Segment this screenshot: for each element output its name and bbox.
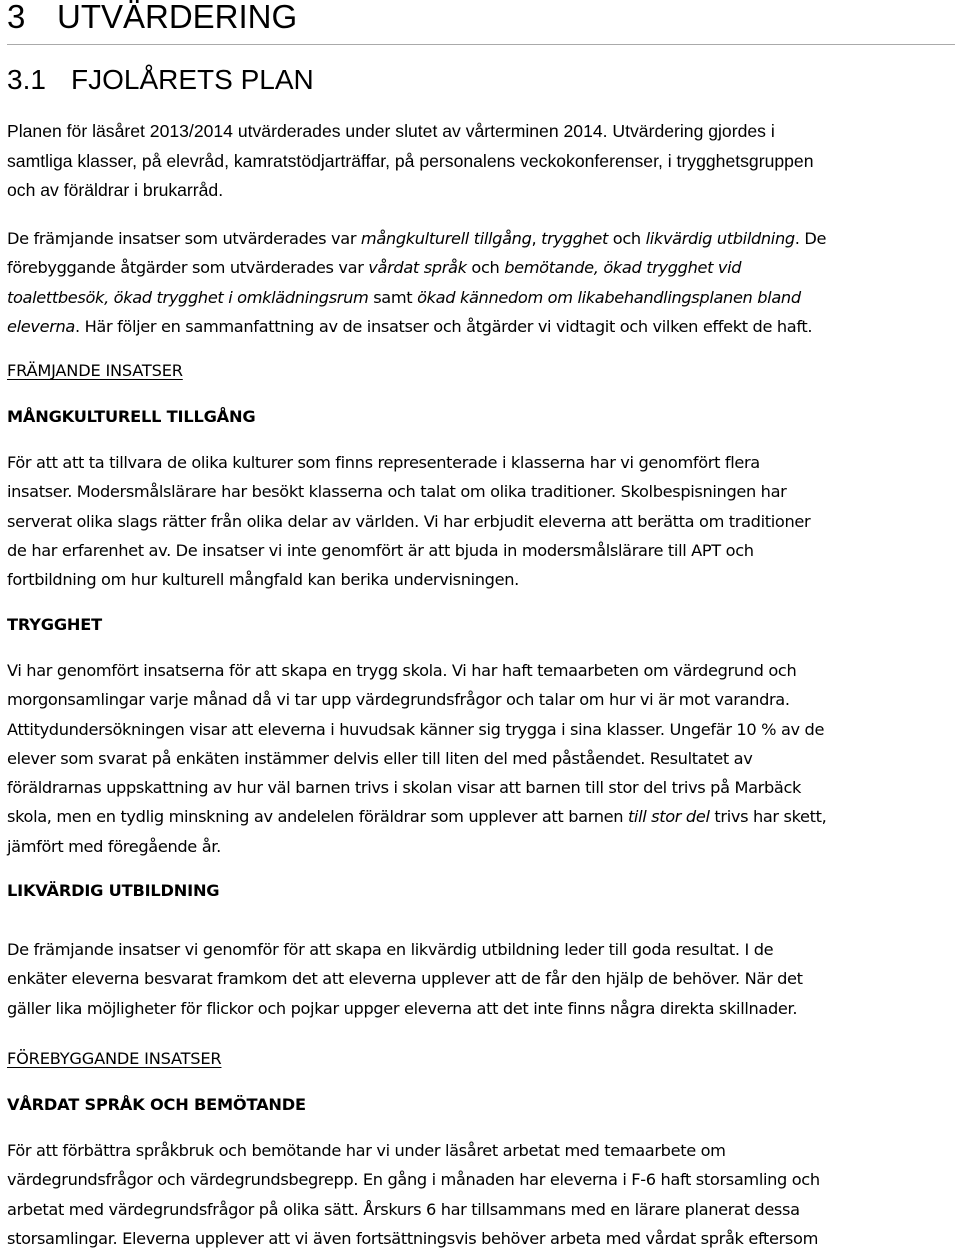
summary-italic: eleverna: [7, 316, 75, 336]
chapter-heading: [7, 0, 297, 39]
body-text: trivs har skett,: [709, 807, 827, 827]
multicultural-paragraph: [7, 448, 955, 594]
summary-italic: vårdat språk: [368, 258, 467, 278]
body-italic: till stor del: [627, 807, 710, 827]
body-line: jämfört med föregående år.: [7, 836, 221, 856]
intro-line: samtliga klasser, på elevråd, kamratstödjarträffar, på personalens veckokonferenser, i trygghetsgruppen: [7, 150, 814, 171]
summary-text: samt: [368, 287, 418, 307]
safety-paragraph: [7, 656, 955, 861]
body-line: Vi har genomfört insatserna för att skapa en trygg skola. Vi har haft temaarbeten om värdegrund och: [7, 661, 797, 680]
language-paragraph: [7, 1136, 955, 1253]
intro-paragraph: [7, 117, 955, 206]
body-line: serverat olika slags rätter från olika delar av världen. Vi har erbjudit eleverna att berätta om traditioner: [7, 511, 811, 531]
summary-text: . Här följer en sammanfattning av de insatser och åtgärder vi vidtagit och vilken effekt de haft.: [75, 316, 813, 336]
body-line: För att att ta tillvara de olika kulturer som finns representerade i klasserna har vi genomfört flera: [7, 453, 760, 472]
equal-education-paragraph: [7, 935, 955, 1023]
summary-text: och: [608, 229, 646, 248]
body-line: värdegrundsfrågor och värdegrundsbegrepp. En gång i månaden har eleverna i F-6 haft storsamling och: [7, 1170, 820, 1190]
safety-heading: TRYGGHET: [7, 615, 102, 634]
body-line: föräldrarnas uppskattning av hur väl barnen trivs i skolan visar att barnen till stor del trivs på Marbäck: [7, 778, 802, 798]
intro-line: och av föräldrar i brukarråd.: [7, 180, 224, 200]
section-heading: [7, 62, 314, 98]
body-line: morgonsamlingar varje månad då vi tar upp värdegrundsfrågor och talar om hur vi är mot varandra.: [7, 690, 790, 710]
summary-paragraph: [7, 224, 955, 341]
summary-line: [7, 253, 955, 282]
body-line: [7, 802, 955, 831]
summary-italic: likvärdig utbildning: [645, 229, 795, 248]
summary-line: [7, 283, 955, 312]
summary-text: . De: [794, 229, 827, 248]
body-line: arbetat med värdegrundsfrågor på olika sätt. Årskurs 6 har tillsammans med en lärare planerat dessa: [7, 1199, 800, 1219]
body-line: storsamlingar. Eleverna upplever att vi även fortsättningsvis behöver arbeta med vårdat språk eftersom: [7, 1228, 818, 1248]
body-line: För att förbättra språkbruk och bemötande har vi under läsåret arbetat med temaarbete om: [7, 1141, 726, 1160]
summary-italic: toalettbesök, ökad trygghet i omklädningsrum: [7, 287, 369, 307]
chapter-title: UTVÄRDERING: [57, 0, 298, 35]
preventive-measures-heading: FÖREBYGGANDE INSATSER: [7, 1049, 222, 1068]
section-number: 3.1: [7, 64, 46, 95]
section-title: FJOLÅRETS PLAN: [71, 64, 314, 95]
summary-italic: bemötande, ökad trygghet vid: [504, 258, 742, 278]
summary-italic: ökad kännedom om likabehandlingsplanen bland: [417, 287, 801, 307]
body-line: gäller lika möjligheter för flickor och pojkar uppger eleverna att det inte finns några direkta skillnader.: [7, 998, 798, 1018]
body-line: de har erfarenhet av. De insatser vi inte genomfört är att bjuda in modersmålslärare till APT och: [7, 540, 754, 560]
summary-italic: trygghet: [541, 229, 609, 248]
body-line: De främjande insatser vi genomför för att skapa en likvärdig utbildning leder till goda resultat. I de: [7, 940, 774, 959]
body-line: elever som svarat på enkäten instämmer delvis eller till liten del med påståendet. Resultatet av: [7, 748, 753, 768]
multicultural-heading: MÅNGKULTURELL TILLGÅNG: [7, 407, 256, 426]
language-heading: VÅRDAT SPRÅK OCH BEMÖTANDE: [7, 1095, 306, 1114]
body-text: skola, men en tydlig minskning av andelelen föräldrar som upplever att barnen: [7, 807, 628, 827]
body-line: enkäter eleverna besvarat framkom det att eleverna upplever att de får den hjälp de behöver. När det: [7, 969, 803, 989]
equal-education-heading: LIKVÄRDIG UTBILDNING: [7, 881, 220, 900]
body-line: fortbildning om hur kulturell mångfald kan berika undervisningen.: [7, 570, 519, 590]
summary-text: De främjande insatser som utvärderades var: [7, 229, 361, 248]
body-line: insatser. Modersmålslärare har besökt klasserna och talat om olika traditioner. Skolbespisningen har: [7, 482, 787, 502]
intro-line: Planen för läsåret 2013/2014 utvärderades under slutet av vårterminen 2014. Utvärdering gjordes i: [7, 121, 775, 141]
promoting-measures-heading: FRÄMJANDE INSATSER: [7, 361, 183, 380]
chapter-heading-rule: [7, 44, 955, 45]
summary-line: [7, 312, 955, 341]
summary-text: ,: [531, 229, 542, 248]
summary-italic: mångkulturell tillgång: [360, 229, 532, 248]
body-line: Attitydundersökningen visar att eleverna i huvudsak känner sig trygga i sina klasser. Ungefär 10 % av de: [7, 719, 825, 739]
summary-text: förebyggande åtgärder som utvärderades var: [7, 258, 369, 278]
summary-line: [7, 224, 955, 253]
summary-text: och: [466, 258, 505, 278]
chapter-number: 3: [7, 0, 26, 35]
